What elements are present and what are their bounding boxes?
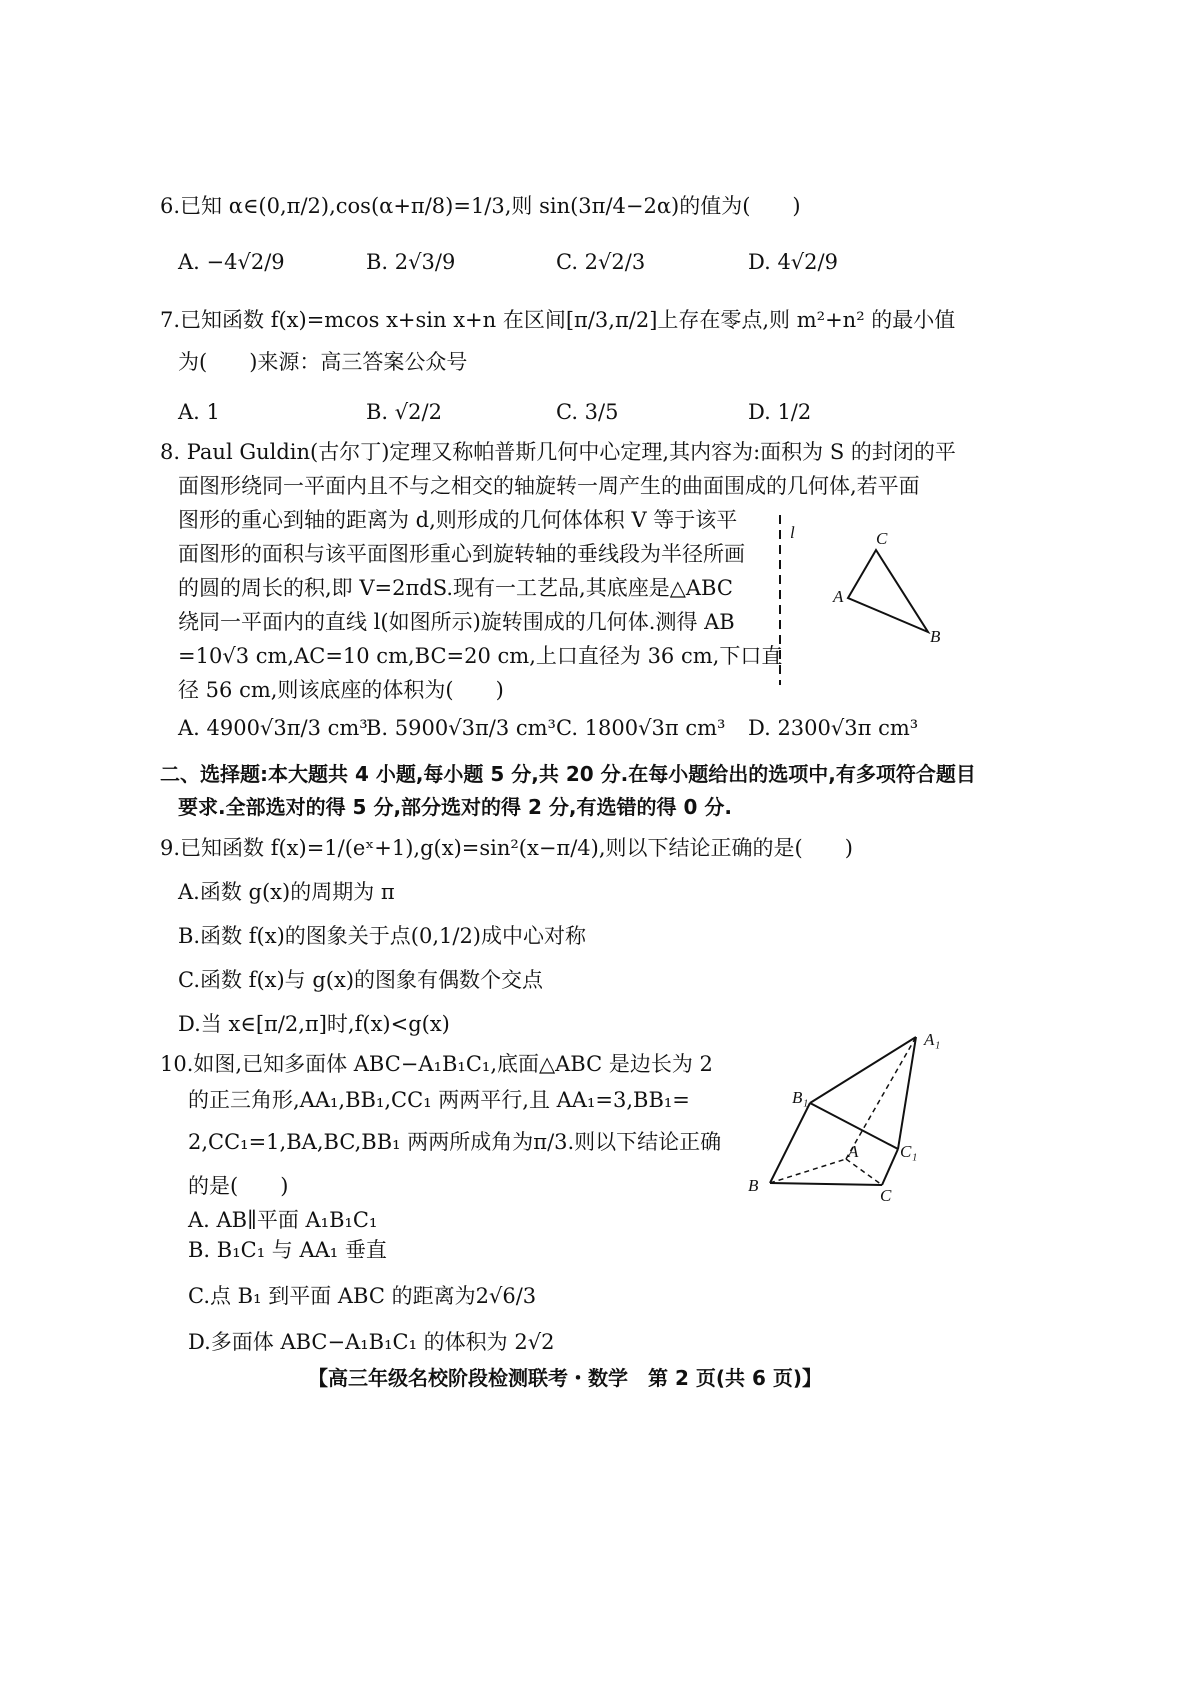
- q10-line-1: 10.如图,已知多面体 ABC−A₁B₁C₁,底面△ABC 是边长为 2: [160, 1052, 713, 1076]
- triangle-abc: [848, 550, 928, 632]
- q9-stem: 9.已知函数 f(x)=1/(eˣ+1),g(x)=sin²(x−π/4),则以下结论正确的是( ): [160, 836, 853, 860]
- section2-line1: 二、选择题:本大题共 4 小题,每小题 5 分,共 20 分.在每小题给出的选项中,有多项符合题目: [160, 762, 976, 786]
- label-a: A: [833, 587, 844, 606]
- q7-stem-line1: 7.已知函数 f(x)=mcos x+sin x+n 在区间[π/3,π/2]上存在零点,则 m²+n² 的最小值: [160, 308, 956, 332]
- q6-option-c: C. 2√2/3: [556, 250, 646, 274]
- q8-line-1: 8. Paul Guldin(古尔丁)定理又称帕普斯几何中心定理,其内容为:面积为 S 的封闭的平: [160, 440, 956, 464]
- q9-option-d: D.当 x∈[π/2,π]时,f(x)<g(x): [178, 1012, 450, 1036]
- label-b: B: [930, 627, 941, 646]
- q7-stem-line2: 为( )来源：高三答案公众号: [178, 350, 468, 374]
- q10-option-d: D.多面体 ABC−A₁B₁C₁ 的体积为 2√2: [188, 1330, 555, 1354]
- q8-line-5: 的圆的周长的积,即 V=2πdS.现有一工艺品,其底座是△ABC: [178, 576, 733, 600]
- q10-option-a: A. AB∥平面 A₁B₁C₁: [188, 1208, 378, 1232]
- q8-option-c: C. 1800√3π cm³: [556, 716, 726, 740]
- label-l: l: [790, 523, 795, 542]
- q8-line-6: 绕同一平面内的直线 l(如图所示)旋转围成的几何体.测得 AB: [178, 610, 735, 634]
- q7-option-d: D. 1/2: [748, 400, 812, 424]
- label-b1: B₁: [792, 1088, 809, 1107]
- label-a: A: [848, 1142, 859, 1161]
- label-b: B: [748, 1176, 759, 1195]
- q8-line-4: 面图形的面积与该平面图形重心到旋转轴的垂线段为半径所画: [178, 542, 745, 566]
- page-footer: 【高三年级名校阶段检测联考・数学 第 2 页(共 6 页)】: [308, 1366, 822, 1390]
- q8-line-7: =10√3 cm,AC=10 cm,BC=20 cm,上口直径为 36 cm,下口直: [178, 644, 783, 668]
- q8-line-2: 面图形绕同一平面内且不与之相交的轴旋转一周产生的曲面围成的几何体,若平面: [178, 474, 920, 498]
- q9-option-c: C.函数 f(x)与 g(x)的图象有偶数个交点: [178, 968, 544, 992]
- label-c: C: [876, 529, 888, 548]
- q10-option-c: C.点 B₁ 到平面 ABC 的距离为2√6/3: [188, 1284, 537, 1308]
- q7-option-c: C. 3/5: [556, 400, 619, 424]
- label-a1: A₁: [924, 1030, 941, 1049]
- q8-option-b: B. 5900√3π/3 cm³: [366, 716, 556, 740]
- q7-option-b: B. √2/2: [366, 400, 442, 424]
- q10-polyhedron-figure: [740, 1025, 970, 1205]
- q7-option-a: A. 1: [178, 400, 220, 424]
- section2-line2: 要求.全部选对的得 5 分,部分选对的得 2 分,有选错的得 0 分.: [178, 795, 732, 819]
- q8-line-3: 图形的重心到轴的距离为 d,则形成的几何体体积 V 等于该平: [178, 508, 738, 532]
- q10-line-3: 2,CC₁=1,BA,BC,BB₁ 两两所成角为π/3.则以下结论正确: [188, 1130, 722, 1154]
- q8-triangle-figure: [760, 510, 960, 690]
- q8-option-a: A. 4900√3π/3 cm³: [178, 716, 368, 740]
- q10-line-4: 的是( ): [188, 1174, 289, 1198]
- q10-line-2: 的正三角形,AA₁,BB₁,CC₁ 两两平行,且 AA₁=3,BB₁=: [188, 1088, 690, 1112]
- q6-stem: 6.已知 α∈(0,π/2),cos(α+π/8)=1/3,则 sin(3π/4−2α)的值为( ): [160, 194, 801, 218]
- q10-option-b: B. B₁C₁ 与 AA₁ 垂直: [188, 1238, 387, 1262]
- q6-option-a: A. −4√2/9: [178, 250, 285, 274]
- q6-option-b: B. 2√3/9: [366, 250, 456, 274]
- q8-option-d: D. 2300√3π cm³: [748, 716, 919, 740]
- q6-option-d: D. 4√2/9: [748, 250, 838, 274]
- label-c: C: [880, 1186, 892, 1205]
- q9-option-a: A.函数 g(x)的周期为 π: [178, 880, 395, 904]
- label-c1: C₁: [900, 1142, 918, 1161]
- q8-line-8: 径 56 cm,则该底座的体积为( ): [178, 678, 504, 702]
- q9-option-b: B.函数 f(x)的图象关于点(0,1/2)成中心对称: [178, 924, 587, 948]
